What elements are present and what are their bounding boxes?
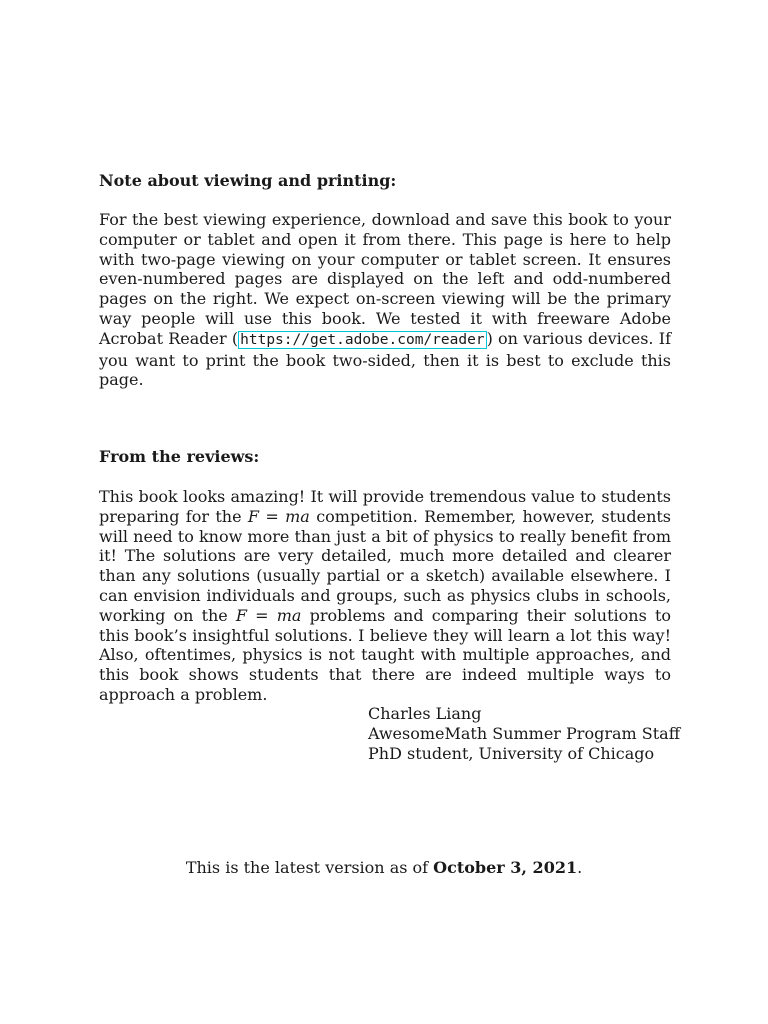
adobe-reader-link[interactable]: https://get.adobe.com/reader <box>240 331 485 348</box>
version-suffix: . <box>577 858 583 877</box>
review-attribution <box>368 704 680 763</box>
formula-f-1: F <box>247 506 260 526</box>
viewing-note-text-start: For the best viewing experience, download and save this book to your computer or tablet and open it from there. This page is here to help with two-page viewing on your computer or tablet screen. It ensures even-numbered pages are displayed on the left and odd-numbered pages on the right. We expect on-screen viewing will be the primary way people will use this book. We tested it with freeware Adobe Acrobat Reader ( <box>99 210 671 348</box>
review-text-part1: This book looks amazing! It will provide tremendous value to students preparing for the <box>99 487 671 526</box>
formula-ma-1: ma <box>285 506 310 526</box>
viewing-note-text-end: ) on various devices. If you want to print the book two-sided, then it is best to exclude this page. <box>99 328 671 390</box>
reviews-heading: From the reviews: <box>99 447 260 466</box>
reviewer-affiliation: PhD student, University of Chicago <box>368 743 655 763</box>
review-text-part3: problems and comparing their solutions to this book’s insightful solutions. I believe they will learn a lot this way! Also, oftentimes, physics is not taught with multiple approaches, and this book shows students that there are indeed multiple ways to approach a problem. <box>99 605 672 704</box>
formula-ma-2: ma <box>276 605 302 625</box>
version-prefix: This is the latest version as of <box>185 858 434 877</box>
viewing-note-paragraph <box>99 210 671 390</box>
formula-equals-1: = <box>259 506 286 526</box>
formula-equals-2: = <box>247 605 277 625</box>
version-date: October 3, 2021 <box>433 858 578 877</box>
reviewer-name: Charles Liang <box>368 704 482 723</box>
formula-f-2: F <box>235 605 248 625</box>
reviewer-role: AwesomeMath Summer Program Staff <box>368 723 681 743</box>
viewing-note-heading: Note about viewing and printing: <box>99 171 397 190</box>
review-quote <box>99 487 671 705</box>
version-statement <box>0 858 768 878</box>
review-text-part2: competition. Remember, however, students will need to know more than just a bit of physics to really benefit from it! The solutions are very detailed, much more detailed and clearer than any solutions (usually partial or a sketch) available elsewhere. I can envision individuals and groups, such as physics clubs in schools, working on the <box>99 506 672 625</box>
